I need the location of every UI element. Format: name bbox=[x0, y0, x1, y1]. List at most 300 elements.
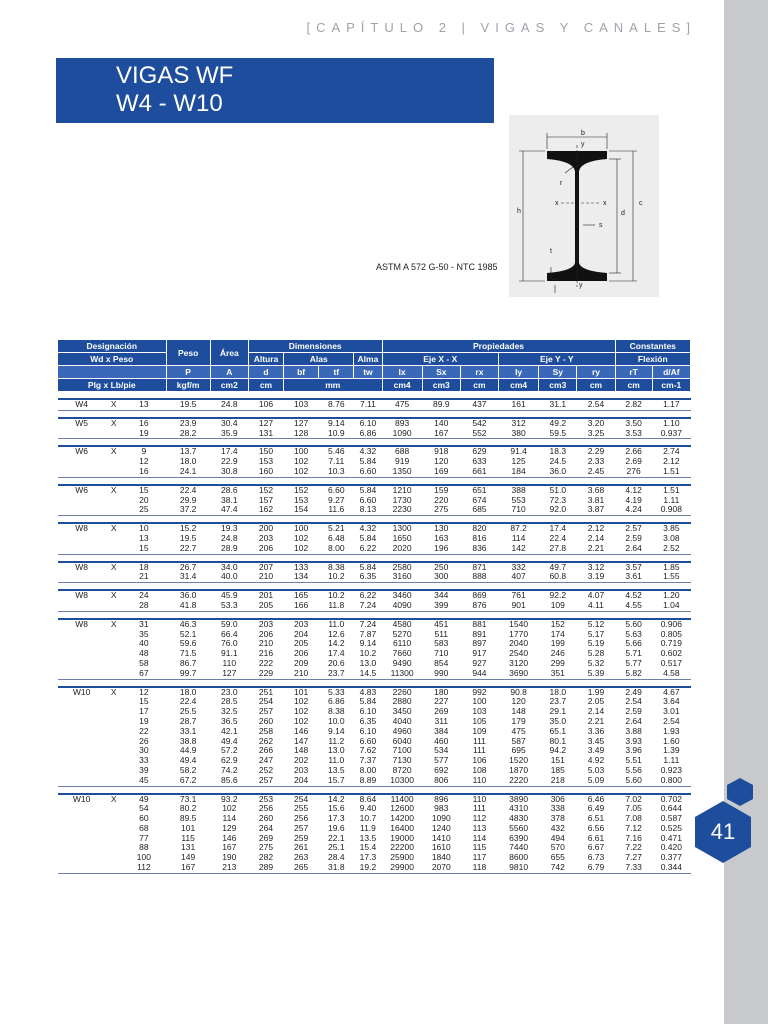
value-cell: 9.14 bbox=[328, 725, 345, 736]
value-cell: 5.60 bbox=[615, 776, 652, 786]
value-cell: 205 bbox=[248, 601, 283, 611]
value-cell: 90.8 bbox=[499, 687, 539, 698]
value-cell: 13 bbox=[122, 399, 166, 410]
designation-cell bbox=[58, 496, 106, 506]
value-cell: 222 bbox=[258, 657, 274, 668]
value-cell: 3690 bbox=[499, 669, 539, 679]
value-cell: 836 bbox=[460, 544, 498, 554]
table-row bbox=[58, 544, 691, 554]
value-cell: 2.82 bbox=[615, 399, 652, 410]
value-cell: 62.9 bbox=[221, 755, 238, 766]
value-cell: 10.9 bbox=[319, 429, 354, 439]
value-cell: 2.69 bbox=[625, 456, 642, 467]
value-cell: 259 bbox=[294, 832, 309, 843]
value-cell: 6.60 bbox=[359, 735, 377, 746]
value-cell: 1300 bbox=[382, 523, 422, 534]
x-cell bbox=[106, 457, 122, 467]
value-cell: 0.923 bbox=[660, 764, 682, 775]
header-tw: tw bbox=[354, 366, 382, 379]
value-cell: 8.00 bbox=[359, 764, 377, 775]
value-cell: 6.60 bbox=[354, 467, 382, 477]
value-cell: 11.0 bbox=[328, 755, 345, 766]
value-cell: 5.21 bbox=[319, 523, 354, 534]
value-cell: 22.4 bbox=[166, 485, 210, 496]
value-cell: 257 bbox=[294, 822, 309, 833]
value-cell: 5.12 bbox=[577, 619, 615, 630]
x-cell bbox=[106, 496, 122, 506]
value-cell: 88 bbox=[139, 842, 149, 853]
value-cell: 10.3 bbox=[319, 467, 354, 477]
title-band bbox=[56, 58, 494, 123]
value-cell: 110 bbox=[460, 794, 498, 805]
value-cell: 806 bbox=[422, 776, 460, 786]
header-ix: Ix bbox=[382, 366, 422, 379]
value-cell: 102 bbox=[222, 803, 237, 814]
value-cell: 22.9 bbox=[221, 456, 238, 467]
value-cell: 1840 bbox=[431, 852, 451, 863]
value-cell: 252 bbox=[258, 764, 274, 775]
x-cell bbox=[106, 601, 122, 611]
value-cell: 33 bbox=[139, 755, 149, 766]
value-cell: 1.17 bbox=[652, 399, 690, 410]
unit-cm: cm bbox=[248, 379, 283, 392]
x-cell bbox=[106, 659, 122, 669]
value-cell: 118 bbox=[460, 863, 498, 873]
x-cell: X bbox=[106, 418, 122, 429]
value-cell: 205 bbox=[294, 638, 309, 649]
x-cell bbox=[106, 814, 122, 824]
value-cell: 6.10 bbox=[359, 706, 377, 717]
value-cell: 100 bbox=[284, 523, 319, 534]
value-cell: 881 bbox=[460, 619, 498, 630]
value-cell: 52.1 bbox=[179, 628, 197, 639]
x-cell: X bbox=[106, 687, 122, 698]
header-eje-x: Eje X - X bbox=[382, 353, 499, 366]
value-cell: 3.45 bbox=[587, 735, 605, 746]
value-cell: 60 bbox=[139, 813, 149, 824]
unit-cm1: cm-1 bbox=[652, 379, 690, 392]
value-cell: 651 bbox=[460, 485, 498, 496]
value-cell: 22200 bbox=[390, 842, 414, 853]
header-d: d bbox=[248, 366, 283, 379]
value-cell: 48 bbox=[139, 648, 149, 659]
value-cell: 983 bbox=[434, 803, 449, 814]
value-cell: 6.79 bbox=[577, 863, 615, 873]
value-cell: 4.55 bbox=[615, 601, 652, 611]
value-cell: 1240 bbox=[431, 822, 451, 833]
value-cell: 76.0 bbox=[221, 638, 238, 649]
value-cell: 13.5 bbox=[359, 832, 377, 843]
x-cell: X bbox=[106, 446, 122, 457]
value-cell: 399 bbox=[422, 601, 460, 611]
value-cell: 33.1 bbox=[179, 725, 197, 736]
value-cell: 115 bbox=[181, 832, 195, 843]
value-cell: 0.602 bbox=[660, 648, 682, 659]
header-alma: Alma bbox=[354, 353, 382, 366]
x-cell bbox=[106, 649, 122, 659]
value-cell: 256 bbox=[258, 803, 274, 814]
value-cell: 1730 bbox=[392, 494, 412, 505]
value-cell: 160 bbox=[248, 467, 283, 477]
value-cell: 5.60 bbox=[615, 619, 652, 630]
value-cell: 3.49 bbox=[587, 745, 605, 756]
value-cell: 7.24 bbox=[354, 619, 382, 630]
value-cell: 7.11 bbox=[354, 399, 382, 410]
beam-properties-table bbox=[57, 339, 691, 874]
value-cell: 125 bbox=[511, 456, 526, 467]
value-cell: 0.805 bbox=[660, 628, 682, 639]
value-cell: 13 bbox=[139, 532, 149, 543]
value-cell: 633 bbox=[472, 456, 487, 467]
value-cell: 29.9 bbox=[179, 494, 197, 505]
value-cell: 695 bbox=[511, 745, 526, 756]
value-cell: 59.5 bbox=[539, 429, 577, 439]
designation-cell bbox=[58, 544, 106, 554]
designation-cell bbox=[58, 824, 106, 834]
value-cell: 8.89 bbox=[354, 776, 382, 786]
unit-cm-y: cm bbox=[577, 379, 615, 392]
value-cell: 36.5 bbox=[221, 715, 238, 726]
value-cell: 3.85 bbox=[652, 523, 690, 534]
table-row bbox=[58, 572, 691, 582]
value-cell: 5.84 bbox=[354, 485, 382, 496]
spacer-cell bbox=[58, 611, 691, 619]
value-cell: 210 bbox=[284, 669, 319, 679]
value-cell: 0.587 bbox=[660, 813, 682, 824]
value-cell: 11300 bbox=[382, 669, 422, 679]
value-cell: 10.2 bbox=[319, 572, 354, 582]
value-cell: 201 bbox=[248, 590, 283, 601]
spacer-cell bbox=[58, 392, 691, 400]
value-cell: 80.1 bbox=[549, 735, 567, 746]
spacer-cell bbox=[58, 786, 691, 794]
value-cell: 6.86 bbox=[328, 696, 345, 707]
group-spacer bbox=[58, 554, 691, 562]
page-title: VIGAS WF bbox=[116, 62, 234, 89]
label-s: s bbox=[599, 222, 603, 229]
value-cell: 3.81 bbox=[587, 494, 605, 505]
value-cell: 494 bbox=[550, 832, 565, 843]
value-cell: 229 bbox=[248, 669, 283, 679]
designation-cell bbox=[58, 697, 106, 707]
value-cell: 5.51 bbox=[625, 755, 642, 766]
designation-cell: W5 bbox=[58, 418, 106, 429]
header-designacion: Designación bbox=[58, 340, 167, 353]
value-cell: 25.1 bbox=[328, 842, 345, 853]
designation-cell bbox=[58, 639, 106, 649]
value-cell: 213 bbox=[210, 863, 248, 873]
value-cell: 204 bbox=[294, 628, 309, 639]
value-cell: 91.1 bbox=[221, 648, 238, 659]
value-cell: 7130 bbox=[392, 755, 412, 766]
designation-cell bbox=[58, 776, 106, 786]
x-cell: X bbox=[106, 619, 122, 630]
value-cell: 685 bbox=[460, 505, 498, 515]
value-cell: 2.21 bbox=[587, 715, 605, 726]
value-cell: 8720 bbox=[392, 764, 412, 775]
designation-cell: W6 bbox=[58, 485, 106, 496]
value-cell: 19 bbox=[139, 715, 149, 726]
value-cell: 49.7 bbox=[539, 562, 577, 573]
header-p: P bbox=[166, 366, 210, 379]
group-spacer bbox=[58, 439, 691, 447]
value-cell: 111 bbox=[472, 803, 486, 814]
value-cell: 28 bbox=[122, 601, 166, 611]
value-cell: 21 bbox=[122, 572, 166, 582]
value-cell: 552 bbox=[460, 429, 498, 439]
value-cell: 31.8 bbox=[319, 863, 354, 873]
value-cell: 542 bbox=[460, 418, 498, 429]
table-row bbox=[58, 429, 691, 439]
spacer-cell bbox=[58, 516, 691, 524]
value-cell: 4.12 bbox=[615, 485, 652, 496]
group-spacer bbox=[58, 516, 691, 524]
value-cell: 6110 bbox=[392, 638, 412, 649]
value-cell: 3460 bbox=[382, 590, 422, 601]
value-cell: 4580 bbox=[382, 619, 422, 630]
value-cell: 6.46 bbox=[577, 794, 615, 805]
value-cell: 14200 bbox=[390, 813, 414, 824]
value-cell: 38.1 bbox=[221, 494, 238, 505]
designation-cell bbox=[58, 457, 106, 467]
value-cell: 114 bbox=[472, 832, 487, 843]
unit-cm3-y: cm3 bbox=[539, 379, 577, 392]
value-cell: 5.84 bbox=[359, 456, 377, 467]
value-cell: 41.8 bbox=[166, 601, 210, 611]
designation-cell bbox=[58, 843, 106, 853]
value-cell: 120 bbox=[434, 456, 449, 467]
designation-cell bbox=[58, 669, 106, 679]
value-cell: 378 bbox=[550, 813, 565, 824]
value-cell: 159 bbox=[422, 485, 460, 496]
value-cell: 4.07 bbox=[577, 590, 615, 601]
value-cell: 7440 bbox=[509, 842, 529, 853]
value-cell: 40 bbox=[139, 638, 149, 649]
label-d: d bbox=[621, 210, 625, 217]
value-cell: 3.36 bbox=[587, 725, 605, 736]
value-cell: 3.57 bbox=[615, 562, 652, 573]
value-cell: 49.4 bbox=[221, 735, 238, 746]
value-cell: 927 bbox=[472, 657, 487, 668]
value-cell: 992 bbox=[460, 687, 498, 698]
value-cell: 7.62 bbox=[359, 745, 377, 756]
designation-cell bbox=[58, 737, 106, 747]
value-cell: 0.906 bbox=[652, 619, 690, 630]
value-cell: 6.22 bbox=[354, 590, 382, 601]
value-cell: 22.1 bbox=[328, 832, 345, 843]
header-blank bbox=[58, 366, 167, 379]
value-cell: 110 bbox=[222, 657, 237, 668]
value-cell: 112 bbox=[472, 813, 487, 824]
value-cell: 49.2 bbox=[539, 418, 577, 429]
value-cell: 161 bbox=[499, 399, 539, 410]
value-cell: 263 bbox=[294, 852, 309, 863]
value-cell: 1.11 bbox=[663, 494, 680, 505]
label-y-top: y bbox=[581, 141, 585, 148]
value-cell: 6.35 bbox=[354, 572, 382, 582]
value-cell: 269 bbox=[258, 832, 274, 843]
value-cell: 25 bbox=[122, 505, 166, 515]
value-cell: 128 bbox=[284, 429, 319, 439]
value-cell: 257 bbox=[258, 706, 274, 717]
value-cell: 167 bbox=[422, 429, 460, 439]
value-cell: 11.0 bbox=[319, 619, 354, 630]
value-cell: 146 bbox=[222, 832, 237, 843]
value-cell: 103 bbox=[472, 706, 487, 717]
value-cell: 1350 bbox=[382, 467, 422, 477]
value-cell: 6.61 bbox=[587, 832, 605, 843]
value-cell: 179 bbox=[511, 715, 526, 726]
value-cell: 1540 bbox=[499, 619, 539, 630]
value-cell: 106 bbox=[472, 755, 487, 766]
value-cell: 1.93 bbox=[663, 725, 680, 736]
value-cell: 407 bbox=[499, 572, 539, 582]
value-cell: 893 bbox=[382, 418, 422, 429]
value-cell: 253 bbox=[248, 794, 283, 805]
value-cell: 49 bbox=[122, 794, 166, 805]
value-cell: 299 bbox=[550, 657, 565, 668]
value-cell: 1090 bbox=[382, 429, 422, 439]
value-cell: 110 bbox=[460, 776, 498, 786]
value-cell: 200 bbox=[248, 523, 283, 534]
header-a: A bbox=[210, 366, 248, 379]
value-cell: 587 bbox=[511, 735, 526, 746]
value-cell: 20 bbox=[139, 494, 149, 505]
value-cell: 3890 bbox=[499, 794, 539, 805]
value-cell: 3.61 bbox=[615, 572, 652, 582]
table-row bbox=[58, 505, 691, 515]
header-sx: Sx bbox=[422, 366, 460, 379]
value-cell: 311 bbox=[434, 715, 449, 726]
value-cell: 6.48 bbox=[328, 532, 345, 543]
value-cell: 89.5 bbox=[179, 813, 197, 824]
table-row bbox=[58, 776, 691, 786]
value-cell: 3120 bbox=[509, 657, 529, 668]
value-cell: 49.4 bbox=[179, 755, 197, 766]
unit-cm4-y: cm4 bbox=[499, 379, 539, 392]
x-cell bbox=[106, 824, 122, 834]
value-cell: 0.719 bbox=[660, 638, 682, 649]
header-alas: Alas bbox=[284, 353, 354, 366]
table-row bbox=[58, 669, 691, 679]
value-cell: 15 bbox=[122, 544, 166, 554]
value-cell: 17 bbox=[139, 706, 149, 717]
designation-cell bbox=[58, 746, 106, 756]
designation-cell bbox=[58, 766, 106, 776]
value-cell: 0.908 bbox=[652, 505, 690, 515]
value-cell: 816 bbox=[472, 532, 487, 543]
value-cell: 4040 bbox=[392, 715, 412, 726]
value-cell: 437 bbox=[460, 399, 498, 410]
value-cell: 1.39 bbox=[663, 745, 680, 756]
value-cell: 58 bbox=[139, 657, 149, 668]
value-cell: 38.8 bbox=[179, 735, 197, 746]
value-cell: 10300 bbox=[382, 776, 422, 786]
value-cell: 258 bbox=[258, 725, 274, 736]
value-cell: 4.83 bbox=[354, 687, 382, 698]
value-cell: 19.2 bbox=[354, 863, 382, 873]
value-cell: 289 bbox=[248, 863, 283, 873]
value-cell: 210 bbox=[258, 638, 274, 649]
designation-cell bbox=[58, 707, 106, 717]
value-cell: 133 bbox=[284, 562, 319, 573]
value-cell: 203 bbox=[294, 764, 309, 775]
value-cell: 12 bbox=[139, 456, 149, 467]
value-cell: 2.59 bbox=[625, 706, 642, 717]
value-cell: 19.3 bbox=[210, 523, 248, 534]
value-cell: 10 bbox=[122, 523, 166, 534]
header-altura: Altura bbox=[248, 353, 283, 366]
value-cell: 15.2 bbox=[166, 523, 210, 534]
x-cell bbox=[106, 717, 122, 727]
header-constantes: Constantes bbox=[615, 340, 690, 353]
value-cell: 24.5 bbox=[549, 456, 567, 467]
header-rt: rT bbox=[615, 366, 652, 379]
value-cell: 19000 bbox=[390, 832, 414, 843]
designation-cell bbox=[58, 727, 106, 737]
value-cell: 0.800 bbox=[652, 776, 690, 786]
value-cell: 127 bbox=[248, 418, 283, 429]
value-cell: 36.0 bbox=[166, 590, 210, 601]
value-cell: 7.33 bbox=[615, 863, 652, 873]
value-cell: 68 bbox=[139, 822, 149, 833]
value-cell: 7.16 bbox=[625, 832, 642, 843]
value-cell: 102 bbox=[294, 696, 309, 707]
value-cell: 109 bbox=[472, 725, 487, 736]
value-cell: 944 bbox=[460, 669, 498, 679]
value-cell: 661 bbox=[460, 467, 498, 477]
x-cell bbox=[106, 863, 122, 873]
value-cell: 388 bbox=[499, 485, 539, 496]
value-cell: 45 bbox=[122, 776, 166, 786]
value-cell: 2.74 bbox=[652, 446, 690, 457]
value-cell: 5.28 bbox=[587, 648, 605, 659]
value-cell: 246 bbox=[550, 648, 565, 659]
x-cell bbox=[106, 834, 122, 844]
value-cell: 2.12 bbox=[577, 523, 615, 534]
value-cell: 338 bbox=[550, 803, 565, 814]
value-cell: 380 bbox=[499, 429, 539, 439]
designation-cell bbox=[58, 429, 106, 439]
designation-cell bbox=[58, 505, 106, 515]
value-cell: 460 bbox=[434, 735, 449, 746]
unit-kgfm: kgf/m bbox=[166, 379, 210, 392]
x-cell bbox=[106, 572, 122, 582]
value-cell: 918 bbox=[422, 446, 460, 457]
value-cell: 17.3 bbox=[359, 852, 377, 863]
value-cell: 674 bbox=[472, 494, 487, 505]
x-cell bbox=[106, 737, 122, 747]
value-cell: 1210 bbox=[382, 485, 422, 496]
value-cell: 11.6 bbox=[319, 505, 354, 515]
designation-cell bbox=[58, 834, 106, 844]
value-cell: 15.6 bbox=[328, 803, 345, 814]
x-cell: X bbox=[106, 590, 122, 601]
value-cell: 1610 bbox=[431, 842, 451, 853]
value-cell: 34.0 bbox=[210, 562, 248, 573]
value-cell: 901 bbox=[499, 601, 539, 611]
value-cell: 102 bbox=[284, 544, 319, 554]
value-cell: 2260 bbox=[382, 687, 422, 698]
x-cell bbox=[106, 804, 122, 814]
value-cell: 149 bbox=[181, 852, 196, 863]
value-cell: 688 bbox=[382, 446, 422, 457]
value-cell: 94.2 bbox=[549, 745, 567, 756]
value-cell: 59.0 bbox=[210, 619, 248, 630]
value-cell: 2230 bbox=[382, 505, 422, 515]
unit-cm-rt: cm bbox=[615, 379, 652, 392]
designation-cell: W8 bbox=[58, 562, 106, 573]
